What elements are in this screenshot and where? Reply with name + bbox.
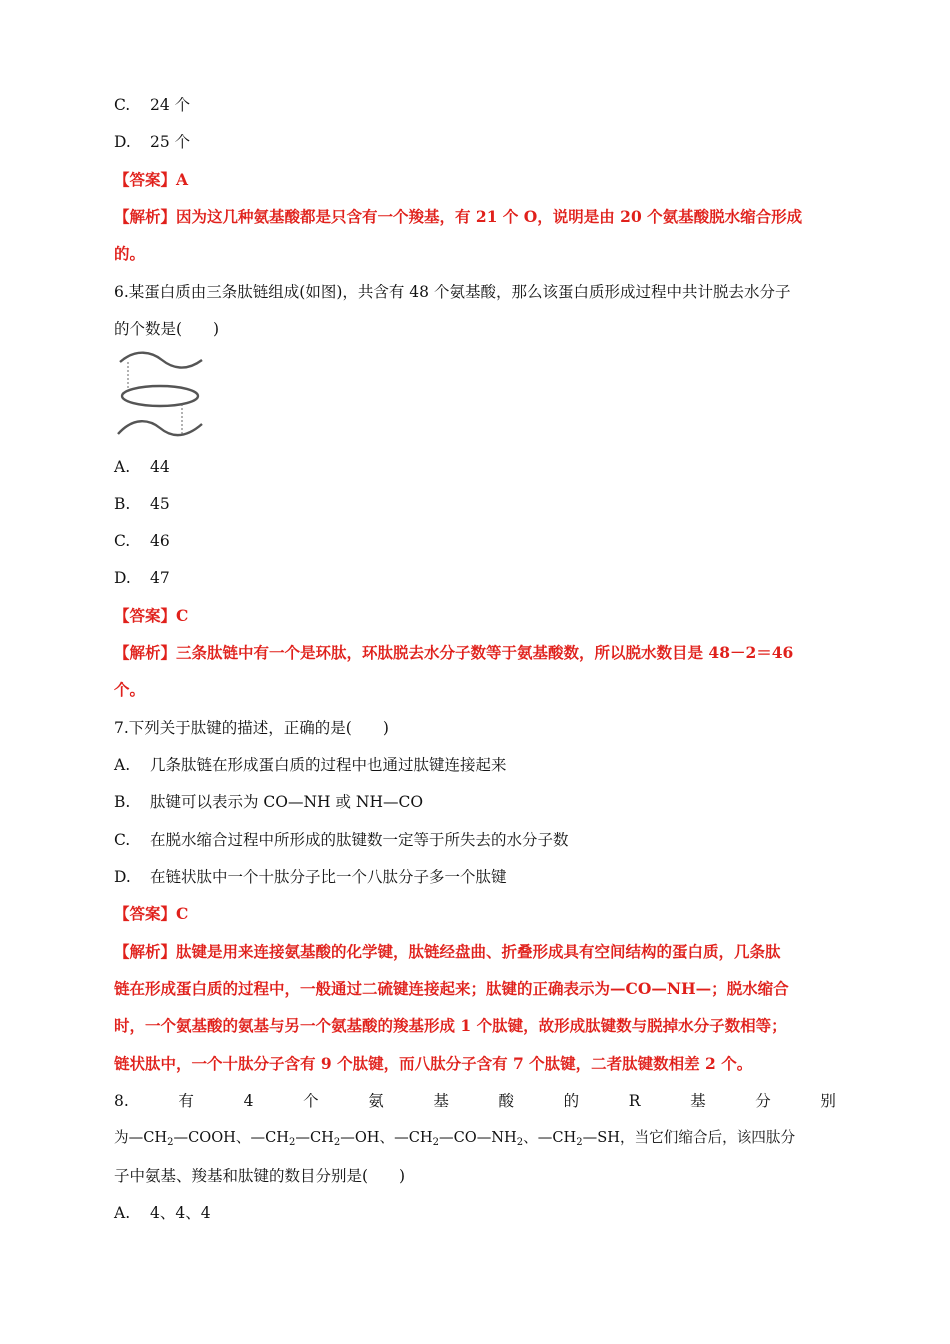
r-group-text: 为—CH bbox=[114, 1129, 168, 1146]
option-letter: A. bbox=[114, 756, 131, 774]
subscript: 2 bbox=[167, 1137, 174, 1148]
q6-stem-line-2: 的个数是( ) bbox=[114, 320, 220, 338]
q8-word: 的 bbox=[563, 1092, 580, 1110]
subscript: 2 bbox=[576, 1137, 583, 1148]
analysis-text: 三条肽链中有一个是环肽，环肽脱去水分子数等于氨基酸数，所以脱水数目是 48－2＝46 bbox=[176, 643, 794, 662]
q8-option-a bbox=[114, 1202, 211, 1224]
q7-option-c bbox=[114, 829, 569, 851]
q8-word: 4 bbox=[243, 1092, 254, 1110]
option-text: 在链状肽中一个十肽分子比一个八肽分子多一个肽键 bbox=[150, 868, 507, 886]
peptide-bond-formula: —CO—NH— bbox=[610, 979, 712, 998]
q8-word: 酸 bbox=[498, 1092, 514, 1110]
r-group-text: —CO—NH bbox=[438, 1129, 517, 1146]
answer-tag: 【答案】 bbox=[114, 904, 177, 923]
q8-word: 基 bbox=[433, 1092, 449, 1110]
q5-answer bbox=[114, 169, 188, 191]
q8-word: 氨 bbox=[368, 1092, 384, 1110]
subscript: 2 bbox=[333, 1137, 341, 1148]
analysis-tag: 【解析】 bbox=[114, 942, 177, 961]
option-letter: B. bbox=[114, 495, 131, 513]
q7-option-b bbox=[114, 791, 423, 813]
option-text: 4、4、4 bbox=[150, 1204, 211, 1222]
peptide-chain-bottom bbox=[118, 421, 202, 435]
option-text: 25 个 bbox=[150, 133, 191, 151]
q8-word: 个 bbox=[303, 1092, 319, 1110]
option-letter: D. bbox=[114, 868, 131, 886]
q6-option-d bbox=[114, 567, 170, 589]
q7-option-d bbox=[114, 866, 507, 888]
cyclic-peptide-ring bbox=[122, 386, 198, 406]
q8-word: 有 bbox=[178, 1092, 194, 1110]
q5-analysis-line-1 bbox=[114, 206, 802, 228]
option-text: 44 bbox=[150, 458, 170, 476]
q7-answer bbox=[114, 903, 188, 925]
q8-word: 分 bbox=[755, 1092, 771, 1110]
option-letter: A. bbox=[114, 458, 131, 476]
option-letter: C. bbox=[114, 96, 131, 114]
option-text: 几条肽链在形成蛋白质的过程中也通过肽键连接起来 bbox=[150, 756, 507, 774]
q6-option-b bbox=[114, 493, 170, 515]
q6-analysis-line-2 bbox=[114, 679, 145, 701]
subscript: 2 bbox=[432, 1137, 439, 1148]
option-letter: D. bbox=[114, 569, 131, 587]
q8-stem-line-2 bbox=[114, 1127, 795, 1149]
option-text: 在脱水缩合过程中所形成的肽键数一定等于所失去的水分子数 bbox=[150, 831, 569, 849]
r-group-text: —CH bbox=[295, 1129, 334, 1146]
analysis-text: 的。 bbox=[114, 244, 146, 263]
r-group-text: —OH、—CH bbox=[340, 1129, 433, 1146]
q6-option-c bbox=[114, 530, 170, 552]
answer-tag: 【答案】 bbox=[114, 170, 177, 189]
option-text: 45 bbox=[150, 495, 170, 513]
q7-analysis-line-4 bbox=[114, 1053, 752, 1075]
analysis-text: 时，一个氨基酸的氨基与另一个氨基酸的羧基形成 1 个肽键，故形成肽键数与脱掉水分子数相等； bbox=[114, 1016, 787, 1035]
r-group-text: —SH，当它们缩合后，该四肽分 bbox=[582, 1129, 796, 1146]
q8-word: 8. bbox=[114, 1092, 129, 1110]
analysis-text: ；脱水缩合 bbox=[711, 979, 789, 998]
answer-value: C bbox=[176, 904, 189, 923]
q6-analysis-line-1 bbox=[114, 642, 793, 664]
option-text: 24 个 bbox=[150, 96, 191, 114]
peptide-chain-top bbox=[120, 353, 202, 368]
analysis-text: 肽键是用来连接氨基酸的化学键，肽链经盘曲、折叠形成具有空间结构的蛋白质，几条肽 bbox=[176, 942, 781, 961]
q6-answer bbox=[114, 605, 188, 627]
r-group-text: 、—CH bbox=[523, 1129, 577, 1146]
q8-word: R bbox=[628, 1092, 641, 1110]
q6-stem-line-1: 6.某蛋白质由三条肽链组成(如图)，共含有 48 个氨基酸，那么该蛋白质形成过程中共计脱去水分子 bbox=[114, 283, 791, 301]
option-letter: C. bbox=[114, 532, 131, 550]
option-text: 肽键可以表示为 CO—NH 或 NH—CO bbox=[150, 793, 424, 811]
q8-stem-line-3: 子中氨基、羧基和肽键的数目分别是( ) bbox=[114, 1167, 406, 1185]
r-group-text: —COOH、—CH bbox=[173, 1129, 289, 1146]
option-letter: C. bbox=[114, 831, 131, 849]
q8-stem-line-1 bbox=[114, 1090, 836, 1112]
q7-analysis-line-2 bbox=[114, 978, 789, 1000]
option-text: 47 bbox=[150, 569, 170, 587]
option-letter: B. bbox=[114, 793, 131, 811]
option-text: 46 bbox=[150, 532, 170, 550]
option-letter: D. bbox=[114, 133, 131, 151]
q8-word: 别 bbox=[820, 1092, 836, 1110]
analysis-text: 因为这几种氨基酸都是只含有一个羧基，有 21 个 O，说明是由 20 个氨基酸脱水缩合形成 bbox=[176, 207, 803, 226]
q7-stem: 7.下列关于肽键的描述，正确的是( ) bbox=[114, 719, 389, 737]
q7-analysis-line-3 bbox=[114, 1015, 787, 1037]
q7-option-a bbox=[114, 754, 507, 776]
analysis-text: 个。 bbox=[114, 680, 146, 699]
analysis-tag: 【解析】 bbox=[114, 207, 177, 226]
q5-analysis-line-2 bbox=[114, 243, 145, 265]
q8-word: 基 bbox=[690, 1092, 706, 1110]
option-letter: A. bbox=[114, 1204, 131, 1222]
subscript: 2 bbox=[288, 1137, 296, 1148]
analysis-text: 链状肽中，一个十肽分子含有 9 个肽键，而八肽分子含有 7 个肽键，二者肽键数相差 2 个。 bbox=[114, 1054, 753, 1073]
answer-value: C bbox=[176, 606, 189, 625]
answer-tag: 【答案】 bbox=[114, 606, 177, 625]
three-peptide-chains-diagram-icon bbox=[114, 350, 206, 442]
subscript: 2 bbox=[516, 1137, 524, 1148]
analysis-text: 链在形成蛋白质的过程中，一般通过二硫键连接起来；肽键的正确表示为 bbox=[114, 979, 611, 998]
q7-analysis-line-1 bbox=[114, 941, 781, 963]
analysis-tag: 【解析】 bbox=[114, 643, 177, 662]
q6-option-a bbox=[114, 456, 170, 478]
q5-option-c bbox=[114, 94, 190, 116]
answer-value: A bbox=[176, 170, 189, 189]
q5-option-d bbox=[114, 131, 190, 153]
